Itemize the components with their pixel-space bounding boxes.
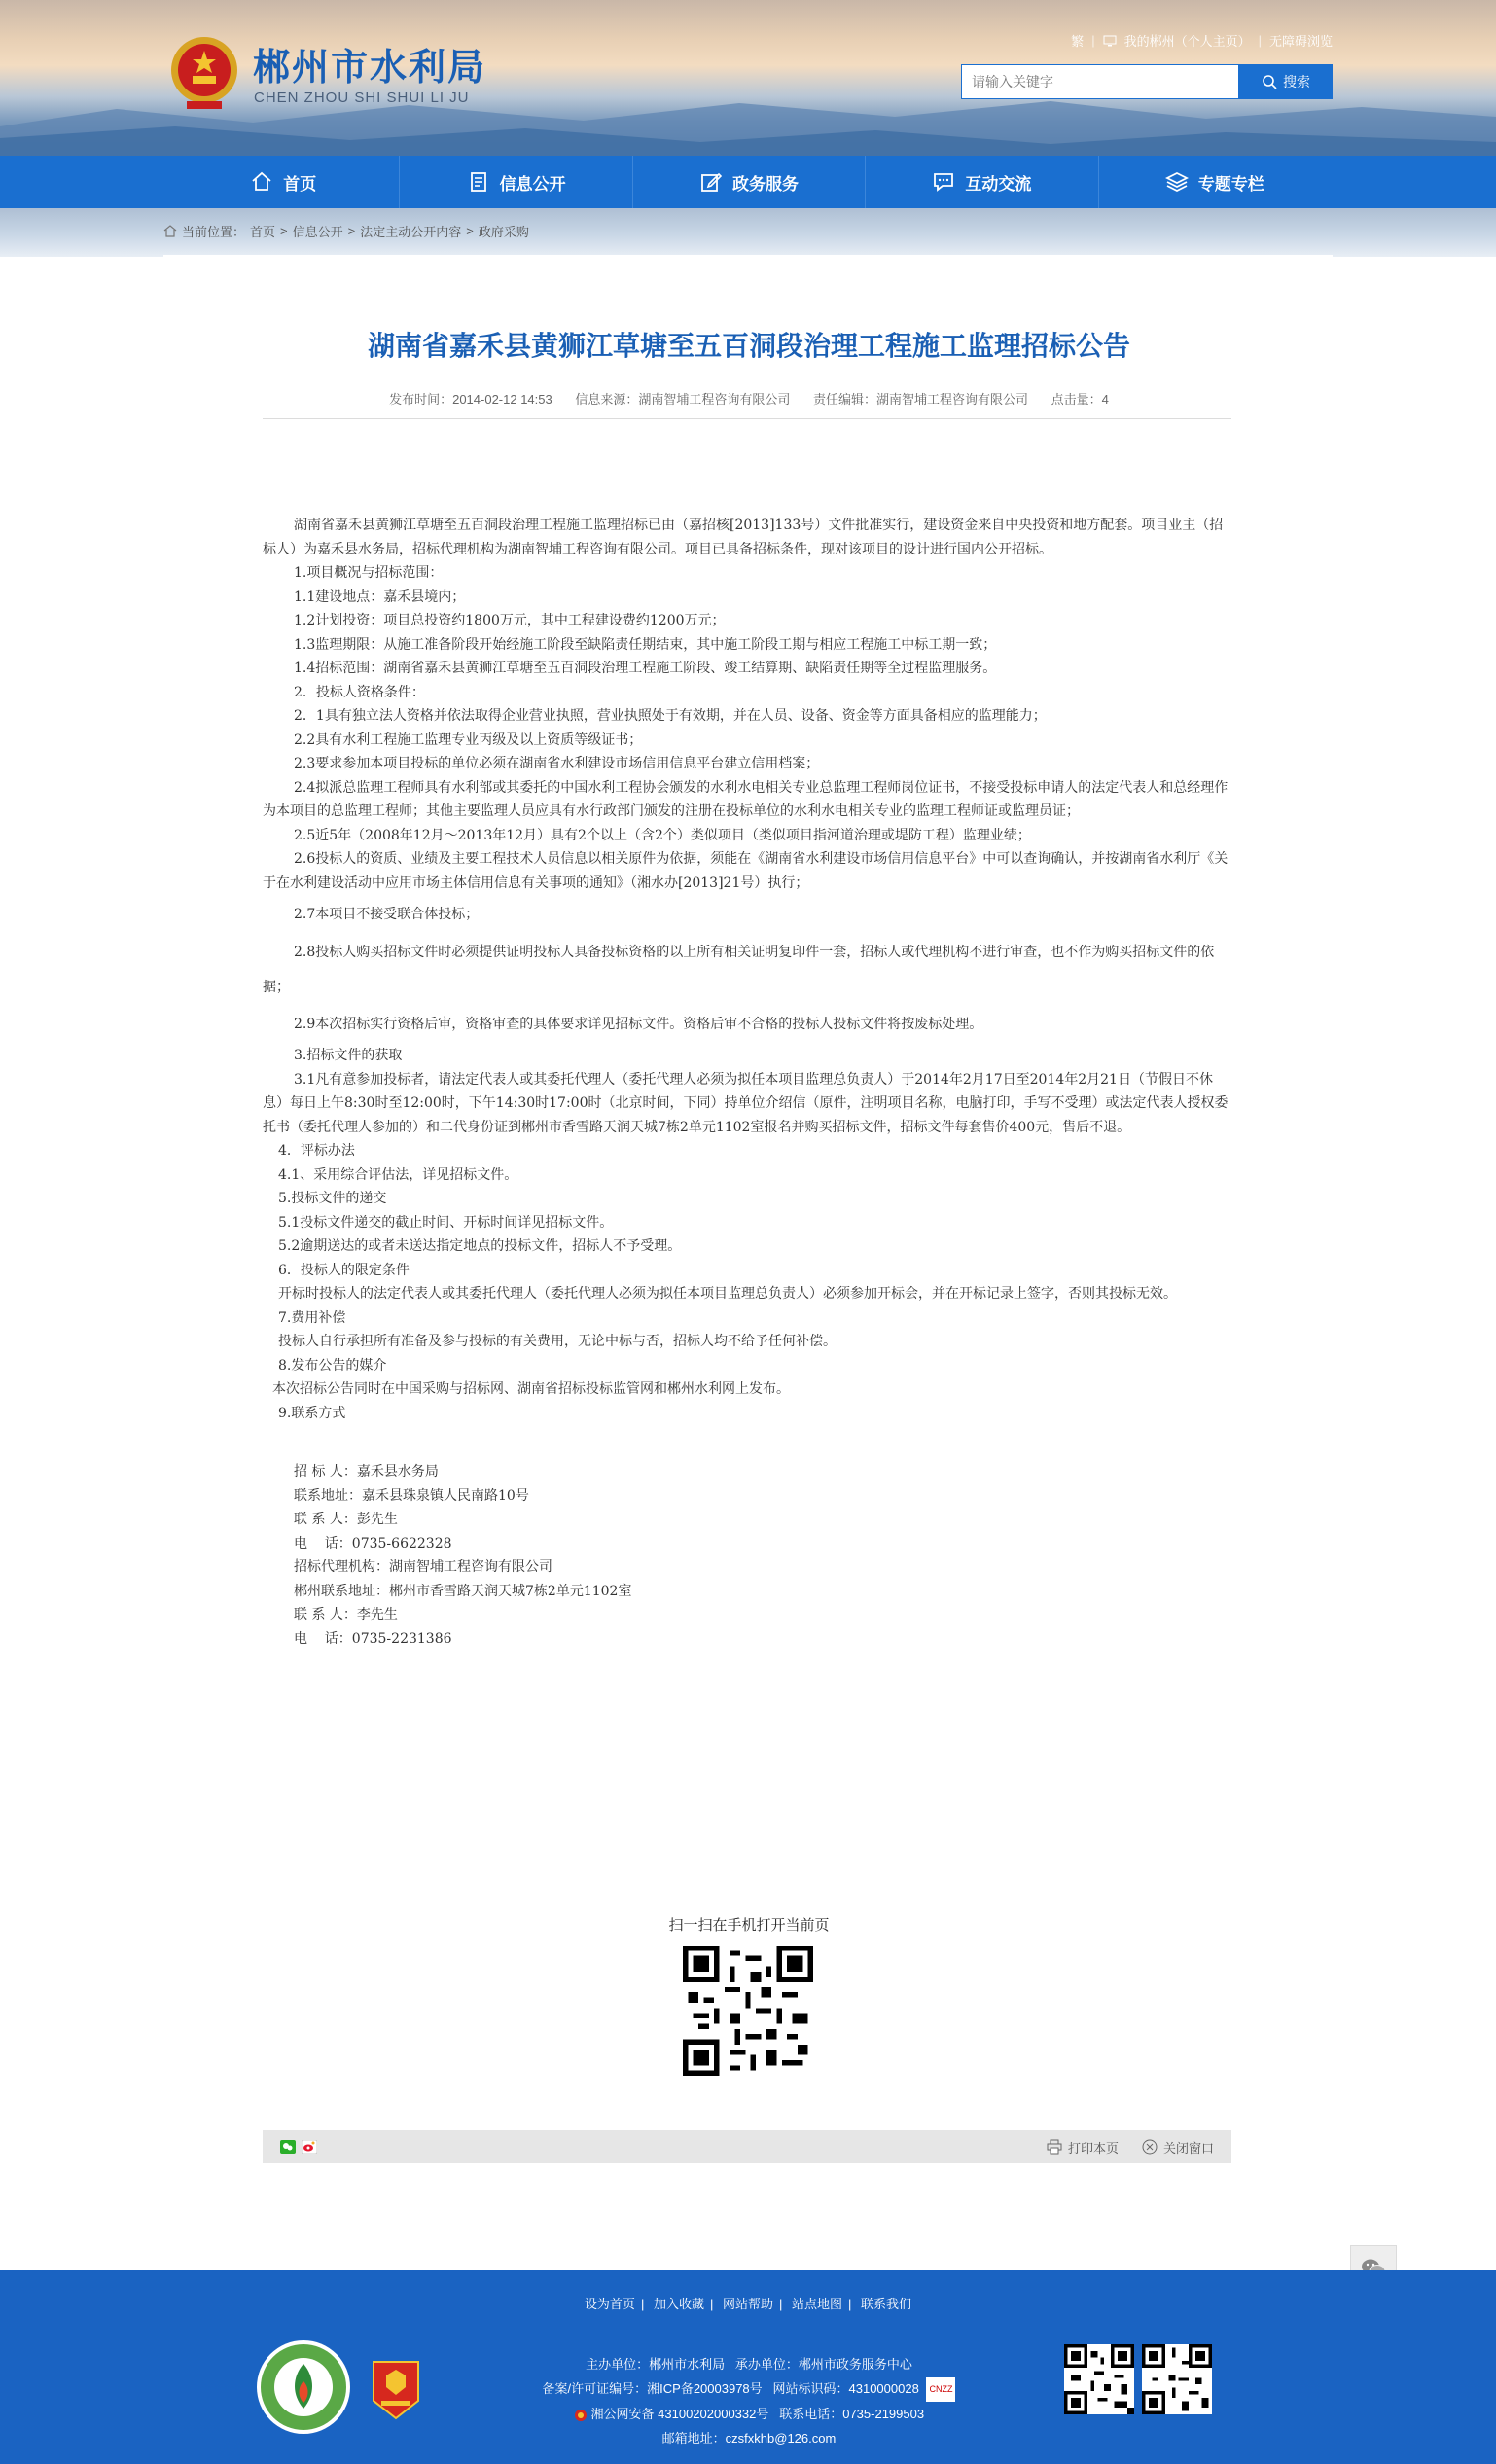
search-input[interactable] — [961, 64, 1239, 99]
nav-item-gov-services[interactable] — [633, 156, 866, 208]
nav-item-label: 信息公开 — [499, 174, 566, 195]
contact-line: 电 话：0735-6622328 — [294, 1535, 452, 1552]
close-window-label: 关闭窗口 — [1162, 2140, 1214, 2156]
contact-line: 电 话：0735-2231386 — [294, 1630, 452, 1647]
article-paragraph: 8.发布公告的媒介 — [278, 1357, 387, 1374]
article-paragraph: 2.4拟派总监理工程师具有水利部或其委托的中国水利工程协会颁发的水利水电相关专业总监理工程师岗位证书，不接受投标申请人的法定代表人和总经理作为本项目的总监理工程师；其他主要监理人员应具有水行政部门颁发的注册在投标单位的水利水电相关专业的监理工程师证或监理员证； — [263, 779, 1229, 819]
footer-icp-link[interactable]: 湘ICP备20003978号 — [647, 2381, 763, 2396]
page-qr-code — [683, 1946, 813, 2076]
footer-link-sitemap[interactable]: 站点地图 — [792, 2297, 843, 2311]
chat-icon — [932, 170, 955, 194]
article-paragraph: 2.8投标人购买招标文件时必须提供证明投标人具备投标资格的以上所有相关证明复印件一套，招标人或代理机构不进行审查，也不作为购买招标文件的依据； — [263, 944, 1215, 995]
article-paragraph: 1.1建设地点：嘉禾县境内； — [294, 589, 466, 605]
article-paragraph: 4．评标办法 — [278, 1143, 355, 1159]
footer-link-help[interactable]: 网站帮助 — [722, 2297, 773, 2311]
footer-link-set-homepage[interactable]: 设为首页 — [584, 2297, 635, 2311]
article-paragraph: 9.联系方式 — [278, 1405, 346, 1421]
search-icon — [1262, 74, 1277, 89]
footer-police-link[interactable]: 湘公网安备 43100202000332号 — [590, 2407, 769, 2422]
footer-qr-code-2 — [1142, 2344, 1212, 2414]
search-button-label: 搜索 — [1283, 74, 1310, 89]
close-icon — [1142, 2139, 1158, 2155]
nav-item-label: 互动交流 — [965, 174, 1032, 195]
article-paragraph: 开标时投标人的法定代表人或其委托代理人（委托代理人必须为拟任本项目监理总负责人）必须参加开标会，并在开标记录上签字，否则其投标无效。 — [278, 1286, 1177, 1302]
print-page-label: 打印本页 — [1067, 2140, 1119, 2156]
cnzz-stat-badge[interactable]: CNZZ — [926, 2377, 955, 2402]
footer-organizer: 承办单位：郴州市政务服务中心 — [734, 2357, 912, 2372]
qr-caption: 扫一扫在手机打开当前页 — [668, 1916, 830, 1934]
article-toolbar — [263, 2130, 1231, 2163]
close-window-button[interactable] — [1142, 2138, 1214, 2157]
document-icon — [467, 170, 490, 194]
breadcrumb-item-procurement[interactable]: 政府采购 — [478, 225, 529, 239]
footer-qr-code-1 — [1064, 2344, 1134, 2414]
contact-line: 郴州联系地址：郴州市香雪路天润天城7栋2单元1102室 — [294, 1583, 632, 1599]
nav-item-interaction[interactable] — [866, 156, 1098, 208]
top-links: 繁 | 我的郴州（个人主页） | 无障碍浏览 — [1071, 33, 1333, 49]
contact-block — [263, 1460, 1231, 1651]
article-paragraph: 2.6投标人的资质、业绩及主要工程技术人员信息以相关原件为依据，须能在《湖南省水利建设市场信用信息平台》中可以查询确认，并按湖南省水利厅《关于在水利建设活动中应用市场主体信用信息有关事项的通知》（湘水办[2013]21号）执行； — [263, 851, 1229, 891]
footer-email: 邮箱地址：czsfxkhb@126.com — [661, 2431, 837, 2446]
responsible-editor: 责任编辑：湖南智埔工程咨询有限公司 — [813, 392, 1029, 407]
footer-site-code: 网站标识码：4310000028 — [772, 2381, 919, 2396]
contact-line: 招标代理机构：湖南智埔工程咨询有限公司 — [294, 1559, 552, 1575]
article-paragraph: 湖南省嘉禾县黄狮江草塘至五百洞段治理工程施工监理招标已由（嘉招核[2013]133号）文件批准实行，建设资金来自中央投资和地方配套。项目业主（招标人）为嘉禾县水务局，招标代理机构为湖南智埔工程咨询有限公司。项目已具备招标条件，现对该项目的设计进行国内公开招标。 — [263, 518, 1224, 557]
main-nav — [0, 156, 1496, 208]
footer-link-contact[interactable]: 联系我们 — [861, 2297, 912, 2311]
party-organization-badge[interactable] — [370, 2358, 422, 2420]
article-paragraph: 2．投标人资格条件： — [294, 684, 425, 700]
national-emblem-logo[interactable] — [167, 33, 241, 111]
article-paragraph: 4.1、采用综合评估法，详见招标文件。 — [278, 1166, 518, 1183]
info-source: 信息来源：湖南智埔工程咨询有限公司 — [575, 392, 791, 407]
article-paragraph: 5.投标文件的递交 — [278, 1191, 387, 1206]
footer-phone: 联系电话：0735-2199503 — [779, 2407, 925, 2422]
hit-count: 点击量：4 — [1051, 392, 1109, 407]
breadcrumb-prefix: 当前位置： — [182, 225, 246, 239]
breadcrumb-item-legal-content[interactable]: 法定主动公开内容 — [360, 225, 462, 239]
article-paragraph: 本次招标公告同时在中国采购与招标网、湖南省招标投标监管网和郴州水利网上发布。 — [272, 1381, 790, 1397]
contact-line: 联 系 人：彭先生 — [294, 1512, 398, 1527]
site-pinyin: CHEN ZHOU SHI SHUI LI JU — [254, 89, 470, 106]
edit-icon — [699, 170, 723, 194]
article-meta — [263, 389, 1235, 408]
footer-info: 主办单位：郴州市水利局 承办单位：郴州市政务服务中心 备案/许可证编号：湘ICP备20003978号 网站标识码：4310000028 CNZZ 湘公网安备 43100202000332号 联系电话：0735-2199503 邮箱地址：czsfxkhb@126.com — [486, 2352, 1012, 2450]
footer-link-favorite[interactable]: 加入收藏 — [653, 2297, 704, 2311]
site-name[interactable]: 郴州市水利局 — [253, 46, 487, 89]
search-button[interactable] — [1239, 64, 1333, 99]
police-badge-icon — [574, 2409, 588, 2422]
contact-line: 联系地址：嘉禾县珠泉镇人民南路10号 — [294, 1487, 529, 1504]
article-body — [263, 514, 1231, 1651]
article-paragraph: 2.2具有水利工程施工监理专业丙级及以上资质等级证书； — [294, 732, 643, 748]
home-icon — [163, 225, 177, 237]
publish-time: 发布时间：2014-02-12 14:53 — [389, 392, 552, 407]
contact-line: 联 系 人：李先生 — [294, 1607, 398, 1623]
article-paragraph: 2.5近5年（2008年12月～2013年12月）具有2个以上（含2个）类似项目（类似项目指河道治理或堤防工程）监理业绩； — [294, 827, 1031, 843]
article-paragraph: 5.2逾期送达的或者未送达指定地点的投标文件，招标人不予受理。 — [278, 1238, 682, 1254]
printer-icon — [1047, 2139, 1062, 2155]
article-paragraph: 5.1投标文件递交的截止时间、开标时间详见招标文件。 — [278, 1214, 614, 1231]
breadcrumb: 当前位置： 首页 > 信息公开 > 法定主动公开内容 > 政府采购 — [163, 222, 529, 240]
footer-links: 设为首页 | 加入收藏 | 网站帮助 | 站点地图 | 联系我们 — [584, 2297, 912, 2311]
accessibility-link[interactable]: 无障碍浏览 — [1268, 34, 1333, 49]
traditional-chinese-link[interactable]: 繁 — [1071, 34, 1085, 49]
article-paragraph: 6．投标人的限定条件 — [278, 1262, 410, 1278]
article-paragraph: 1.4招标范围：湖南省嘉禾县黄狮江草塘至五百洞段治理工程施工阶段、竣工结算期、缺陷责任期等全过程监理服务。 — [294, 661, 997, 676]
breadcrumb-item-info[interactable]: 信息公开 — [292, 225, 343, 239]
contact-line: 招 标 人：嘉禾县水务局 — [294, 1464, 439, 1480]
nav-item-label: 首页 — [283, 174, 317, 195]
nav-item-label: 专题专栏 — [1197, 174, 1264, 195]
site-header — [0, 0, 1496, 156]
article-paragraph: 3.1凡有意参加投标者，请法定代表人或其委托代理人（委托代理人必须为拟任本项目监理总负责人）于2014年2月17日至2014年2月21日（节假日不休息）每日上午8:30时至12:00时，下午14:30时17:00时（北京时间，下同）持单位介绍信（原件，注明项目名称，电脑打印，手写不受理）或法定代表人授权委托书（委托代理人参加的）和二代身份证到郴州市香雪路天润天城7栋2单元1102室报名并购买招标文件，招标文件每套售价400元，售后不退。 — [263, 1071, 1229, 1135]
breadcrumb-item-home[interactable]: 首页 — [250, 225, 276, 239]
nav-item-special-topics[interactable] — [1099, 156, 1331, 208]
article-paragraph: 1.项目概况与招标范围： — [294, 565, 444, 581]
article-paragraph: 投标人自行承担所有准备及参与投标的有关费用，无论中标与否，招标人均不给予任何补偿。 — [278, 1334, 837, 1349]
article-paragraph: 1.2计划投资：项目总投资约1800万元，其中工程建设费约1200万元； — [294, 613, 726, 628]
article-paragraph: 2．1具有独立法人资格并依法取得企业营业执照，营业执照处于有效期，并在人员、设备、资金等方面具备相应的监理能力； — [294, 708, 1047, 724]
nav-item-home[interactable] — [167, 156, 400, 208]
nav-item-info-disclosure[interactable] — [400, 156, 632, 208]
wechat-share-icon[interactable] — [280, 2140, 296, 2154]
weibo-share-icon[interactable] — [302, 2140, 317, 2154]
site-footer — [0, 2270, 1496, 2464]
home-icon — [250, 170, 273, 194]
monitor-icon — [1103, 35, 1117, 47]
print-page-button[interactable] — [1047, 2138, 1119, 2157]
article-paragraph: 2.7本项目不接受联合体投标； — [294, 907, 480, 922]
article-paragraph: 3.招标文件的获取 — [294, 1048, 403, 1063]
article-paragraph: 1.3监理期限：从施工准备阶段开始经施工阶段至缺陷责任期结束，其中施工阶段工期与相应工程施工中标工期一致； — [294, 636, 997, 653]
share-icons — [280, 2140, 317, 2154]
layers-icon — [1165, 170, 1189, 194]
article-paragraph: 7.费用补偿 — [278, 1309, 346, 1326]
article-title: 湖南省嘉禾县黄狮江草塘至五百洞段治理工程施工监理招标公告 — [367, 330, 1130, 362]
civilized-unit-badge[interactable] — [255, 2339, 352, 2436]
my-homepage-link[interactable]: 我的郴州（个人主页） — [1123, 34, 1251, 49]
article-paragraph: 2.3要求参加本项目投标的单位必须在湖南省水利建设市场信用信息平台建立信用档案； — [294, 756, 820, 771]
nav-item-label: 政务服务 — [732, 174, 800, 195]
footer-sponsor: 主办单位：郴州市水利局 — [586, 2357, 726, 2372]
title-divider — [263, 418, 1231, 419]
article-paragraph: 2.9本次招标实行资格后审，资格审查的具体要求详见招标文件。资格后审不合格的投标人投标文件将按废标处理。 — [294, 1016, 983, 1032]
